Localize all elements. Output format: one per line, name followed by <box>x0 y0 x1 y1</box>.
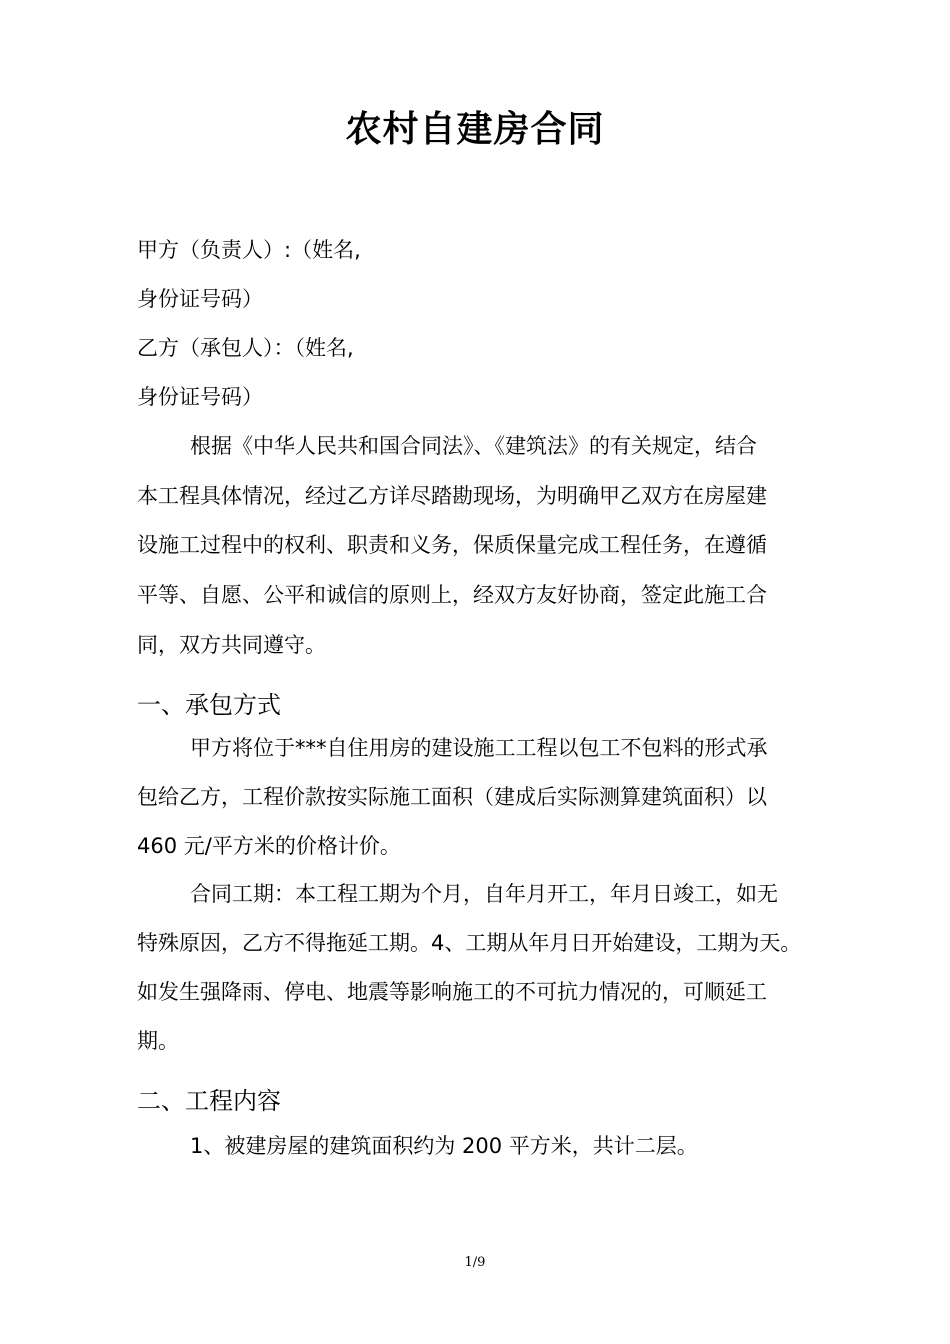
section-heading: 二、工程内容 <box>137 1087 281 1115</box>
section1-line: 合同工期：本工程工期为个月，自年月开工，年月日竣工，如无 <box>190 882 778 906</box>
intro-line: 设施工过程中的权利、职责和义务，保质保量完成工程任务，在遵循 <box>137 533 767 557</box>
intro-line: 本工程具体情况，经过乙方详尽踏勘现场，为明确甲乙双方在房屋建 <box>137 484 767 508</box>
section1-line: 包给乙方，工程价款按实际施工面积（建成后实际测算建筑面积）以 <box>137 785 767 809</box>
section1-line: 如发生强降雨、停电、地震等影响施工的不可抗力情况的，可顺延工 <box>137 980 767 1004</box>
intro-line: 同，双方共同遵守。 <box>137 633 326 657</box>
party-a-line: 甲方（负责人）:（姓名, <box>137 238 361 262</box>
party-a-id: 身份证号码） <box>137 287 263 311</box>
section1-line: 特殊原因，乙方不得拖延工期。4、工期从年月日开始建设，工期为天。 <box>137 931 802 955</box>
document-title: 农村自建房合同 <box>345 109 605 150</box>
section1-line: 460 元/平方米的价格计价。 <box>137 834 401 858</box>
section-heading: 一、承包方式 <box>137 691 281 719</box>
section1-line: 甲方将位于***自住用房的建设施工工程以包工不包料的形式承 <box>190 736 768 760</box>
intro-line: 平等、自愿、公平和诚信的原则上，经双方友好协商，签定此施工合 <box>137 583 767 607</box>
party-b-line: 乙方（承包人）：（姓名, <box>137 336 354 360</box>
party-b-id: 身份证号码） <box>137 385 263 409</box>
section2-line: 1、被建房屋的建筑面积约为 200 平方米，共计二层。 <box>190 1134 698 1158</box>
page-number: 1/9 <box>464 1255 486 1270</box>
section1-line: 期。 <box>137 1029 179 1053</box>
intro-line: 根据《中华人民共和国合同法》、《建筑法》的有关规定，结合 <box>190 434 757 458</box>
